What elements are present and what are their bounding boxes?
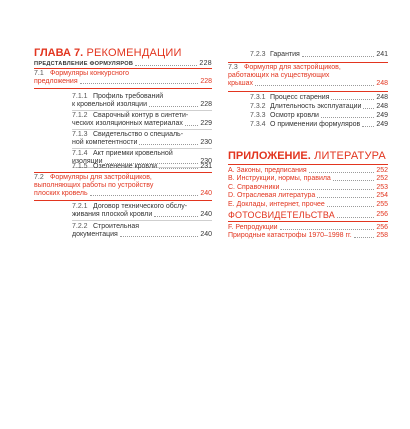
toc-entry-label: Акт приемки кровельной xyxy=(93,150,173,157)
toc-entry-label: Свидетельство о специаль- xyxy=(93,131,184,138)
toc-entry-label-cont: крышах xyxy=(228,80,253,87)
toc-entry-label-cont: к кровельной изоляции xyxy=(72,101,147,108)
section-divider xyxy=(228,91,388,92)
toc-section-number: 7.3.2 xyxy=(250,103,266,110)
toc-entry-7-3[interactable] xyxy=(228,64,388,88)
toc-section-number: 7.1.4 xyxy=(72,150,88,157)
toc-entry-label: E. Доклады, интернет, прочее xyxy=(228,200,325,208)
toc-page-number: 241 xyxy=(376,51,388,58)
toc-section-number: 7.1 xyxy=(34,70,44,77)
toc-section-number: 7.1.3 xyxy=(72,131,88,138)
toc-page-number: 229 xyxy=(200,120,212,127)
toc-page-number: 248 xyxy=(376,94,388,101)
toc-entry-label-cont: ной компетентности xyxy=(72,139,138,146)
photo-heading[interactable] xyxy=(228,210,388,220)
toc-entry-label: A. Законы, предписания xyxy=(228,166,307,174)
toc-section-number: 7.2.2 xyxy=(72,223,88,230)
toc-page-number: 255 xyxy=(376,200,388,208)
section-divider xyxy=(228,164,388,165)
appendix-heading xyxy=(228,150,388,162)
toc-page-number: 248 xyxy=(376,80,388,87)
toc-entry-7-3-2[interactable] xyxy=(228,103,388,111)
toc-entry-7-1-3[interactable] xyxy=(34,131,212,147)
toc-entry-A[interactable] xyxy=(228,166,388,175)
toc-page-number: 249 xyxy=(376,112,388,119)
toc-section-number: 7.2.1 xyxy=(72,203,88,210)
toc-page-number: 248 xyxy=(376,103,388,110)
toc-entry-label: D. Отраслевая литература xyxy=(228,192,316,199)
toc-entry-label: F. Репродукции xyxy=(228,223,278,231)
toc-entry-D[interactable] xyxy=(228,192,388,201)
toc-section-number: 7.3.3 xyxy=(250,112,266,119)
toc-page-number: 252 xyxy=(376,166,388,174)
toc-entry-label: ПРЕДСТАВЛЕНИЕ ФОРМУЛЯРОВ xyxy=(34,61,134,67)
chapter-subtitle: РЕКОМЕНДАЦИИ xyxy=(83,47,182,59)
toc-page-number: 230 xyxy=(200,139,212,146)
appendix-subtitle: ЛИТЕРАТУРА xyxy=(310,150,386,162)
entry-divider xyxy=(72,110,212,111)
toc-entry-label-cont: ческих изоляционных материалах xyxy=(72,120,183,127)
toc-entry-F[interactable] xyxy=(228,223,388,232)
toc-entry-7-2-1[interactable] xyxy=(34,203,212,219)
toc-entry-label-cont: живания плоской кровли xyxy=(72,211,153,218)
toc-page-number: 240 xyxy=(200,190,212,197)
chapter-heading xyxy=(34,47,212,59)
toc-page-number: 240 xyxy=(200,211,212,218)
toc-page-number: 230 xyxy=(200,158,212,165)
section-divider xyxy=(34,88,212,89)
toc-entry-label-cont: работающих на существующих xyxy=(228,72,330,79)
toc-entry-7-3-4[interactable] xyxy=(228,121,388,129)
toc-entry-label: Формуляры конкурсного xyxy=(50,70,129,77)
toc-section-number: 7.2 xyxy=(34,174,44,181)
toc-entry-label: Озеленение кровли xyxy=(93,163,157,170)
toc-page-number: 240 xyxy=(200,231,212,238)
toc-entry-E[interactable] xyxy=(228,200,388,209)
toc-entry-7-1[interactable] xyxy=(34,70,212,86)
toc-entry-7-3-1[interactable] xyxy=(228,94,388,102)
toc-section-number: 7.1.1 xyxy=(72,93,88,100)
section-divider xyxy=(34,68,212,69)
toc-entry-label: О применении формуляров xyxy=(270,121,361,128)
toc-entry-7-2[interactable] xyxy=(34,174,212,198)
entry-divider xyxy=(72,129,212,130)
toc-entry-label: Осмотр кровли xyxy=(270,112,319,119)
chapter-title: ГЛАВА 7. xyxy=(34,47,84,59)
toc-entry-label: B. Инструкции, нормы, правила xyxy=(228,175,331,182)
toc-entry-label: Договор технического обслу- xyxy=(93,203,188,210)
appendix-title: ПРИЛОЖЕНИЕ. xyxy=(228,150,311,162)
toc-entry-7-2-2[interactable] xyxy=(34,223,212,239)
toc-entry-label: Гарантия xyxy=(270,51,300,58)
toc-section-number: 7.3 xyxy=(228,64,238,71)
entry-divider xyxy=(72,148,212,149)
toc-entry-label: Формуляр для застройщиков, xyxy=(244,64,341,71)
toc-entry-label-cont: документация xyxy=(72,231,118,238)
entry-divider xyxy=(72,220,212,221)
toc-entry-7-1-5[interactable] xyxy=(34,163,212,171)
toc-entry-label: Формуляры для застройщиков, xyxy=(50,174,152,181)
toc-section-number: 7.2.3 xyxy=(250,51,266,58)
section-divider xyxy=(34,172,212,173)
toc-page-number: 256 xyxy=(376,223,388,231)
section-divider xyxy=(34,200,212,201)
toc-page-number: 228 xyxy=(200,78,212,85)
toc-entry-label: Длительность эксплуатации xyxy=(270,103,362,110)
section-divider xyxy=(228,221,388,222)
toc-entry-label: Природные катастрофы 1970–1998 гг. xyxy=(228,232,352,239)
toc-page-number: 254 xyxy=(376,192,388,199)
toc-entry-label-cont: выполняющих работы по устройству xyxy=(34,182,154,189)
toc-page-number: 258 xyxy=(376,232,388,239)
toc-entry-disasters[interactable] xyxy=(228,232,388,241)
toc-entry-label: Строительная xyxy=(93,223,140,230)
toc-entry-label: Сварочный контур в синтети- xyxy=(93,112,189,119)
toc-entry-label: Процесс старения xyxy=(270,94,330,101)
toc-entry-7-1-1[interactable] xyxy=(34,93,212,109)
toc-entry-B[interactable] xyxy=(228,175,388,184)
toc-section-number: 7.1.2 xyxy=(72,112,88,119)
photo-title: ФОТОСВИДЕТЕЛЬСТВА xyxy=(228,210,335,220)
toc-page-number: 252 xyxy=(376,175,388,182)
photo-list xyxy=(228,223,388,240)
toc-entry-label-cont: изоляции xyxy=(72,158,103,165)
toc-page-number: 253 xyxy=(376,183,388,191)
toc-section-number: 7.1.5 xyxy=(72,163,88,170)
toc-entry-7-1-2[interactable] xyxy=(34,112,212,128)
toc-section-number: 7.3.1 xyxy=(250,94,266,101)
toc-page-number: 228 xyxy=(200,101,212,108)
appendix-list xyxy=(228,166,388,209)
toc-page-number: 249 xyxy=(376,121,388,128)
toc-entry-C[interactable] xyxy=(228,183,388,192)
toc-entry-7-2-3[interactable] xyxy=(228,51,388,59)
section-divider xyxy=(228,62,388,63)
toc-entry-intro[interactable] xyxy=(34,60,212,67)
toc-entry-label: C. Справочники xyxy=(228,183,280,191)
toc-entry-7-3-3[interactable] xyxy=(228,112,388,120)
toc-page-number: 256 xyxy=(376,211,388,218)
toc-entry-label-cont: плоских кровель xyxy=(34,190,88,197)
toc-page-number: 228 xyxy=(199,60,212,67)
toc-entry-label: Профиль требований xyxy=(93,93,164,100)
toc-section-number: 7.3.4 xyxy=(250,121,266,128)
toc-entry-label-cont: предложения xyxy=(34,78,78,85)
toc-page-number: 231 xyxy=(200,163,212,170)
